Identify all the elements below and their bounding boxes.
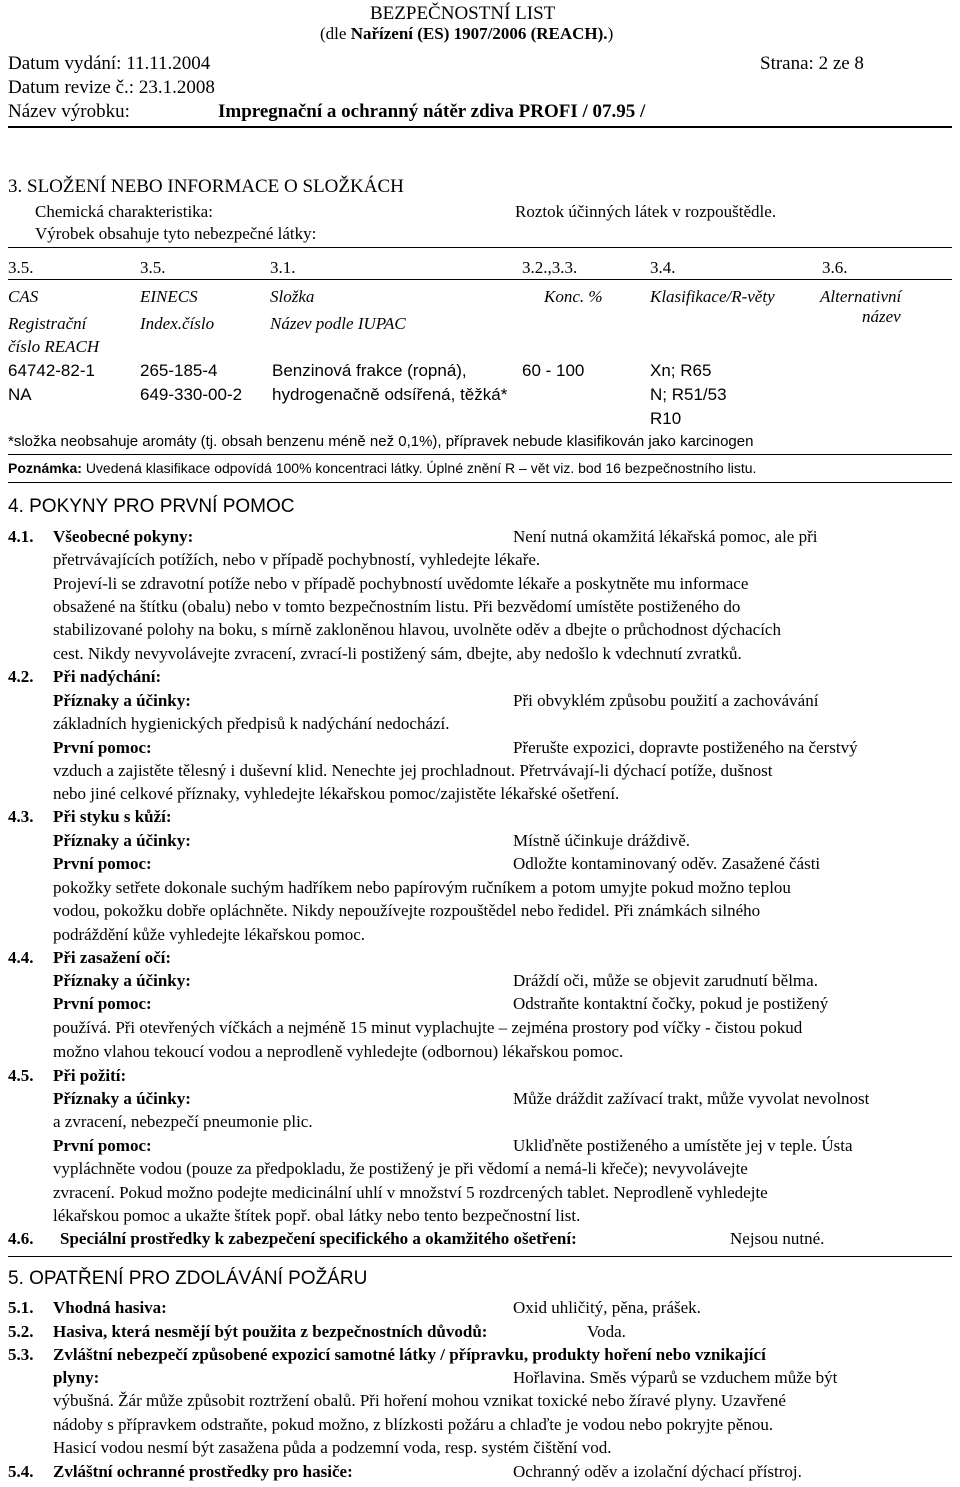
forbidden-media-label: Hasiva, která nesmějí být použita z bezpečnostních důvodů: [53, 1322, 488, 1341]
regulation-prefix: (dle [320, 24, 351, 43]
classification-line3: R10 [650, 409, 682, 428]
extinguishing-media-value: Oxid uhličitý, pěna, prášek. [513, 1298, 701, 1317]
extinguishing-media-label: Vhodná hasiva: [53, 1298, 167, 1317]
component-footnote: *složka neobsahuje aromáty (tj. obsah benzenu méně než 0,1%), přípravek nebude klasifikován jako karcinogen [8, 433, 754, 450]
col-classification: Klasifikace/R-věty [650, 287, 775, 306]
eye-first-aid-label: První pomoc: [53, 994, 152, 1013]
issue-date: Datum vydání: 11.11.2004 [8, 53, 211, 74]
general-instructions-value: Není nutná okamžitá lékařská pomoc, ale při [513, 527, 818, 546]
ref-cas: 3.5. [8, 258, 34, 277]
inhalation-symptoms-value: Při obvyklém způsobu použití a zachovávání [513, 691, 819, 710]
eye-symptoms-value: Dráždí oči, může se objevit zarudnutí bělma. [513, 971, 818, 990]
inhalation-label: Při nadýchání: [53, 667, 162, 686]
ingestion-symptoms-label: Příznaky a účinky: [53, 1089, 191, 1108]
skin-symptoms-label: Příznaky a účinky: [53, 831, 191, 850]
divider [8, 247, 952, 248]
col-alternative-line2: název [862, 307, 901, 326]
inhalation-symptoms-line: základních hygienických předpisů k nadýchání nedochází. [53, 714, 450, 733]
document-title: BEZPEČNOSTNÍ LIST [370, 3, 556, 24]
hazardous-substances-intro: Výrobek obsahuje tyto nebezpečné látky: [35, 224, 317, 243]
regulation-name: Nařízení (ES) 1907/2006 (REACH). [350, 24, 608, 43]
col-alternative-line1: Alternativní [820, 287, 902, 306]
index-number: 649-330-00-2 [140, 385, 243, 404]
ref-concentration: 3.2.,3.3. [522, 258, 578, 277]
ingestion-first-aid-label: První pomoc: [53, 1136, 152, 1155]
eye-first-aid-line-1: používá. Při otevřených víčkách a nejméně 15 minut vyplachujte – zejména prostory pod víčky - čistou pokud [53, 1018, 803, 1037]
classification-line2: N; R51/53 [650, 385, 727, 404]
ingestion-first-aid-line-1: vypláchněte vodou (pouze za předpokladu, že postižený je při vědomí a nemá-li křeče); nevyvolávejte [53, 1159, 748, 1178]
special-hazards-line-1: výbušná. Žár může způsobit roztržení obalů. Při hoření mohou vznikat toxické nebo žíravé plyny. Uzavřené [53, 1391, 786, 1410]
ref-component: 3.1. [270, 258, 296, 277]
skin-first-aid-line-2: vodou, pokožku dobře opláchněte. Nikdy nepoužívejte rozpouštědel nebo ředidel. Při známkách silného [53, 901, 761, 920]
regulation-suffix: ) [607, 24, 614, 43]
substance-name-line1: Benzinová frakce (ropná), [272, 361, 467, 380]
skin-contact-label: Při styku s kůží: [53, 807, 172, 826]
cas-number: 64742-82-1 [8, 361, 95, 380]
general-line-4: stabilizované polohy na boku, s mírně zakloněnou hlavou, uvolněte oděv a dbejte o průchodnost dýchacích [53, 620, 781, 639]
einecs-number: 265-185-4 [140, 361, 218, 380]
ref-einecs: 3.5. [140, 258, 166, 277]
general-instructions-label: Všeobecné pokyny: [53, 527, 194, 546]
col-einecs: EINECS [140, 287, 198, 306]
skin-first-aid-value: Odložte kontaminovaný oděv. Zasažené části [513, 854, 821, 873]
forbidden-media-value: Voda. [587, 1322, 626, 1341]
special-hazards-label-line2: plyny: [53, 1368, 100, 1387]
product-label: Název výrobku: [8, 101, 130, 122]
inhalation-first-aid-line-2: nebo jiné celkové příznaky, vyhledejte lékařskou pomoc/zajistěte lékařské ošetření. [53, 784, 620, 803]
chemical-characteristic-label: Chemická charakteristika: [35, 202, 213, 221]
special-means-value: Nejsou nutné. [730, 1229, 825, 1248]
ingestion-symptoms-value: Může dráždit zažívací trakt, může vyvolat nevolnost [513, 1089, 870, 1108]
note-text: Uvedená klasifikace odpovídá 100% koncentraci látky. Úplné znění R – vět viz. bod 16 bezpečnostního listu. [85, 460, 757, 476]
item-number-5-4: 5.4. [8, 1462, 34, 1481]
special-means-label: Speciální prostředky k zabezpečení specifického a okamžitého ošetření: [60, 1229, 577, 1248]
item-number-4-6: 4.6. [8, 1229, 34, 1248]
inhalation-first-aid-line-1: vzduch a zajistěte tělesný i duševní klid. Nenechte jej prochladnout. Přetrvávají-li dýchací potíže, dušnost [53, 761, 773, 780]
skin-first-aid-line-1: pokožky setřete dokonale suchým hadříkem nebo papírovým ručníkem a potom umyjte pokud možno teplou [53, 878, 791, 897]
item-number-5-3: 5.3. [8, 1345, 34, 1364]
note [8, 461, 756, 475]
special-hazards-line-3: Hasicí vodou nesmí být zasažena půda a podzemní voda, resp. systém čištění vod. [53, 1438, 612, 1457]
ingestion-first-aid-value: Ukliďněte postiženého a umístěte jej v teple. Ústa [513, 1136, 853, 1155]
col-cas: CAS [8, 287, 39, 306]
item-number-5-2: 5.2. [8, 1322, 34, 1341]
divider [8, 279, 952, 280]
concentration-value: 60 - 100 [522, 361, 585, 380]
col-concentration: Konc. % [544, 287, 603, 306]
skin-symptoms-value: Místně účinkuje dráždivě. [513, 831, 691, 850]
col-reach-line1: Registrační [8, 314, 87, 333]
eye-contact-label: Při zasažení očí: [53, 948, 172, 967]
page-number: Strana: 2 ze 8 [760, 53, 864, 74]
divider [8, 1256, 952, 1257]
col-iupac: Název podle IUPAC [270, 314, 406, 333]
item-number-5-1: 5.1. [8, 1298, 34, 1317]
divider [8, 454, 952, 455]
classification-line1: Xn; R65 [650, 361, 712, 380]
skin-first-aid-line-3: podráždění kůže vyhledejte lékařskou pomoc. [53, 925, 366, 944]
substance-name-line2: hydrogenačně odsířená, těžká* [272, 385, 508, 404]
ingestion-label: Při požití: [53, 1066, 127, 1085]
ref-alternative: 3.6. [822, 258, 848, 277]
eye-first-aid-line-2: možno vlahou tekoucí vodou a neprodleně vyhledejte (odbornou) lékařskou pomoc. [53, 1042, 624, 1061]
firefighter-equipment-value: Ochranný oděv a izolační dýchací přístroj. [513, 1462, 802, 1481]
special-hazards-label-line1: Zvláštní nebezpečí způsobené expozicí samotné látky / přípravku, produkty hoření nebo vznikající [53, 1345, 766, 1364]
regulation-reference [320, 25, 613, 42]
general-line-5: cest. Nikdy nevyvolávejte zvracení, zvrací-li postižený sám, dbejte, aby nedošlo k vdechnutí zvratků. [53, 644, 742, 663]
eye-first-aid-value: Odstraňte kontaktní čočky, pokud je postižený [513, 994, 829, 1013]
ref-classification: 3.4. [650, 258, 676, 277]
revision-date: Datum revize č.: 23.1.2008 [8, 77, 215, 98]
special-hazards-line-2: nádoby s přípravkem odstraňte, pokud možno, z blízkosti požáru a chlaďte je vodou nebo pokryjte pěnou. [53, 1415, 774, 1434]
skin-first-aid-label: První pomoc: [53, 854, 152, 873]
ingestion-first-aid-line-3: lékařskou pomoc a ukažte štítek popř. obal látky nebo tento bezpečnostní list. [53, 1206, 581, 1225]
general-line-2: Projeví-li se zdravotní potíže nebo v případě pochybností uvědomte lékaře a poskytněte mu informace [53, 574, 749, 593]
item-number-4-3: 4.3. [8, 807, 34, 826]
product-name: Impregnační a ochranný nátěr zdiva PROFI / 07.95 / [218, 101, 646, 122]
reach-number: NA [8, 385, 32, 404]
header-divider [8, 126, 952, 128]
section-5-heading: 5. OPATŘENÍ PRO ZDOLÁVÁNÍ POŽÁRU [8, 1268, 368, 1289]
note-label: Poznámka: [8, 460, 82, 476]
ingestion-first-aid-line-2: zvracení. Pokud možno podejte medicinální uhlí v množství 5 rozdrcených tablet. Neprodleně vyhledejte [53, 1183, 768, 1202]
item-number-4-4: 4.4. [8, 948, 34, 967]
section-4-heading: 4. POKYNY PRO PRVNÍ POMOC [8, 496, 295, 517]
general-line-3: obsažené na štítku (obalu) nebo v tomto bezpečnostním listu. Při bezvědomí umístěte postiženého do [53, 597, 741, 616]
col-reach-line2: číslo REACH [8, 337, 100, 356]
eye-symptoms-label: Příznaky a účinky: [53, 971, 191, 990]
item-number-4-1: 4.1. [8, 527, 34, 546]
section-3-heading: 3. SLOŽENÍ NEBO INFORMACE O SLOŽKÁCH [8, 176, 404, 197]
chemical-characteristic-value: Roztok účinných látek v rozpouštědle. [515, 202, 777, 221]
ingestion-symptoms-line: a zvracení, nebezpečí pneumonie plic. [53, 1112, 313, 1131]
inhalation-first-aid-value: Přerušte expozici, dopravte postiženého na čerstvý [513, 738, 858, 757]
col-index: Index.číslo [140, 314, 215, 333]
item-number-4-5: 4.5. [8, 1066, 34, 1085]
inhalation-symptoms-label: Příznaky a účinky: [53, 691, 191, 710]
divider [8, 482, 952, 483]
general-line-1: přetrvávajících potížích, nebo v případě pochybností, vyhledejte lékaře. [53, 550, 541, 569]
inhalation-first-aid-label: První pomoc: [53, 738, 152, 757]
special-hazards-value: Hořlavina. Směs výparů se vzduchem může být [513, 1368, 838, 1387]
col-component: Složka [270, 287, 315, 306]
firefighter-equipment-label: Zvláštní ochranné prostředky pro hasiče: [53, 1462, 353, 1481]
item-number-4-2: 4.2. [8, 667, 34, 686]
